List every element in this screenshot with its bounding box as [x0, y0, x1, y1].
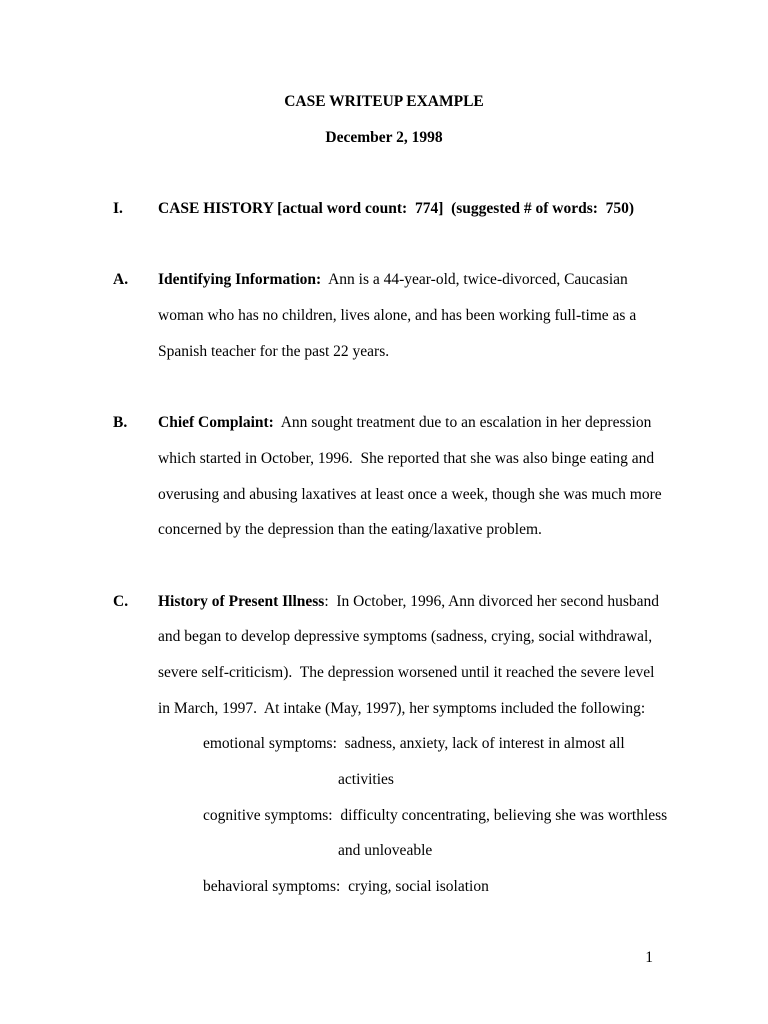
section-b-label: B. — [113, 414, 128, 432]
document-date: December 2, 1998 — [325, 128, 443, 146]
symptom-cognitive-continuation: and unloveable — [338, 842, 433, 860]
section-c-label: C. — [113, 592, 129, 610]
section-b-line-3: overusing and abusing laxatives at least once a week, though she was much more — [158, 485, 662, 503]
section-c-line-3: severe self-criticism). The depression worsened until it reached the severe level — [158, 664, 655, 681]
section-a-label: A. — [113, 271, 129, 289]
section-a-text-1: Ann is a 44-year-old, twice-divorced, Caucasian — [321, 271, 628, 289]
symptom-emotional-continuation: activities — [338, 771, 394, 789]
section-c-heading: History of Present Illness — [158, 592, 325, 610]
section-c-line-4: in March, 1997. At intake (May, 1997), her symptoms included the following: — [158, 699, 646, 717]
symptom-cognitive: cognitive symptoms: difficulty concentrating, believing she was worthless — [203, 806, 668, 824]
section-a-line-1 — [0, 262, 768, 298]
section-i-heading: CASE HISTORY [actual word count: 774] (suggested # of words: 750) — [158, 200, 635, 218]
section-a-line-2: woman who has no children, lives alone, and has been working full-time as a — [158, 307, 637, 325]
blank-line — [0, 155, 768, 191]
section-i-label: I. — [113, 200, 123, 218]
symptom-emotional: emotional symptoms: sadness, anxiety, lack of interest in almost all — [203, 735, 625, 753]
section-c-line-2: and began to develop depressive symptoms (sadness, crying, social withdrawal, — [158, 628, 653, 646]
blank-line — [0, 548, 768, 584]
section-b-line-4: concerned by the depression than the eating/laxative problem. — [158, 521, 542, 539]
blank-line — [0, 370, 768, 406]
blank-line — [0, 227, 768, 263]
document-title: CASE WRITEUP EXAMPLE — [284, 93, 484, 110]
section-a-heading: Identifying Information: — [158, 271, 322, 289]
section-b-line-1 — [0, 405, 768, 441]
section-b-text-1: Ann sought treatment due to an escalation in her depression — [273, 414, 652, 432]
section-c-text-1: : In October, 1996, Ann divorced her second husband — [324, 592, 660, 610]
section-i-line — [0, 191, 768, 227]
section-b-heading: Chief Complaint: — [158, 414, 274, 432]
section-a-line-3: Spanish teacher for the past 22 years. — [158, 342, 390, 360]
symptom-behavioral: behavioral symptoms: crying, social isolation — [203, 878, 489, 896]
section-c-line-1 — [0, 584, 768, 620]
page-number: 1 — [645, 949, 653, 966]
section-b-line-2: which started in October, 1996. She reported that she was also binge eating and — [158, 449, 655, 467]
